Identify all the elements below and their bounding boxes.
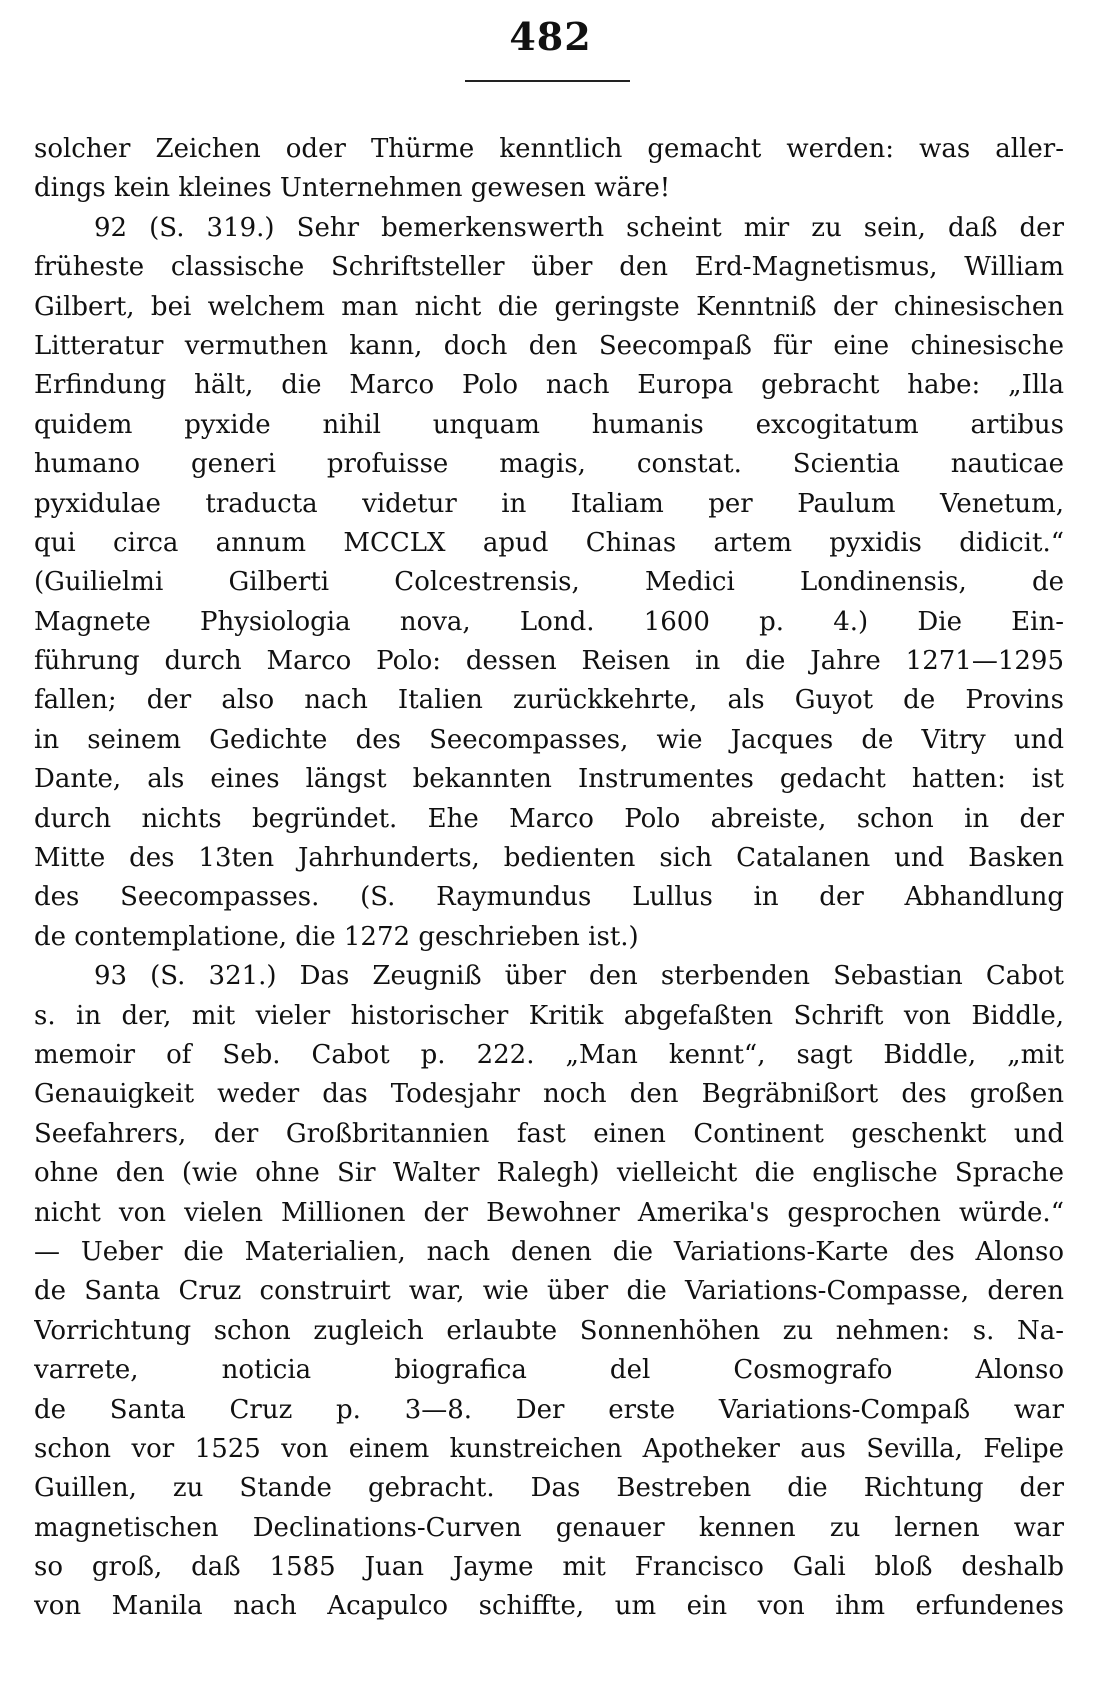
text-line: früheste classische Schriftsteller über den Erd-Magnetismus, William	[34, 252, 1064, 283]
text-line: varrete, noticia biografica del Cosmografo Alonso	[34, 1355, 1064, 1386]
text-line: humano generi profuisse magis, constat. Scientia nauticae	[34, 449, 1064, 480]
text-line: 92 (S. 319.) Sehr bemerkenswerth scheint mir zu sein, daß der	[94, 212, 1064, 243]
text-line: Gilbert, bei welchem man nicht die geringste Kenntniß der chinesischen	[34, 291, 1064, 322]
text-line: Magnete Physiologia nova, Lond. 1600 p. 4.) Die Ein-	[34, 606, 1064, 637]
text-line: führung durch Marco Polo: dessen Reisen in die Jahre 1271—1295	[34, 646, 1064, 677]
text-line: qui circa annum MCCLX apud Chinas artem pyxidis didicit.“	[34, 527, 1064, 558]
text-line: in seinem Gedichte des Seecompasses, wie Jacques de Vitry und	[34, 724, 1064, 755]
header-rule	[465, 80, 630, 82]
text-line: (Guilielmi Gilberti Colcestrensis, Medici Londinensis, de	[34, 567, 1064, 598]
text-line: nicht von vielen Millionen der Bewohner Amerika's gesprochen würde.“	[34, 1197, 1064, 1228]
text-line: Mitte des 13ten Jahrhunderts, bedienten sich Catalanen und Basken	[34, 843, 1064, 874]
text-line: quidem pyxide nihil unquam humanis excogitatum artibus	[34, 409, 1064, 440]
text-line: Vorrichtung schon zugleich erlaubte Sonnenhöhen zu nehmen: s. Na-	[34, 1315, 1064, 1346]
text-line: fallen; der also nach Italien zurückkehrte, als Guyot de Provins	[34, 685, 1064, 716]
text-line: de Santa Cruz p. 3—8. Der erste Variations-Compaß war	[34, 1394, 1064, 1425]
text-line: de contemplatione, die 1272 geschrieben ist.)	[34, 921, 639, 952]
text-line: 93 (S. 321.) Das Zeugniß über den sterbenden Sebastian Cabot	[94, 961, 1064, 992]
text-line: von Manila nach Acapulco schiffte, um ein von ihm erfundenes	[34, 1591, 1064, 1622]
text-line: memoir of Seb. Cabot p. 222. „Man kennt“, sagt Biddle, „mit	[34, 1039, 1064, 1070]
text-line: magnetischen Declinations-Curven genauer kennen zu lernen war	[34, 1512, 1064, 1543]
page-number: 482	[509, 14, 592, 59]
text-line: Guillen, zu Stande gebracht. Das Bestreben die Richtung der	[34, 1473, 1064, 1504]
text-line: — Ueber die Materialien, nach denen die Variations-Karte des Alonso	[34, 1236, 1064, 1267]
text-line: des Seecompasses. (S. Raymundus Lullus in der Abhandlung	[34, 882, 1064, 913]
text-line: Dante, als eines längst bekannten Instrumentes gedacht hatten: ist	[34, 764, 1064, 795]
text-line: Seefahrers, der Großbritannien fast einen Continent geschenkt und	[34, 1118, 1064, 1149]
text-line: solcher Zeichen oder Thürme kenntlich gemacht werden: was aller-	[34, 134, 1064, 164]
text-line: dings kein kleines Unternehmen gewesen wäre!	[34, 173, 671, 204]
text-line: s. in der, mit vieler historischer Kritik abgefaßten Schrift von Biddle,	[34, 1000, 1064, 1031]
body-text	[34, 130, 1064, 1627]
text-line: durch nichts begründet. Ehe Marco Polo abreiste, schon in der	[34, 803, 1064, 834]
text-line: de Santa Cruz construirt war, wie über die Variations-Compasse, deren	[34, 1276, 1064, 1307]
text-line: Genauigkeit weder das Todesjahr noch den Begräbnißort des großen	[34, 1079, 1064, 1110]
text-line: Litteratur vermuthen kann, doch den Seecompaß für eine chinesische	[34, 330, 1064, 361]
text-line: pyxidulae traducta videtur in Italiam per Paulum Venetum,	[34, 488, 1064, 519]
text-line: so groß, daß 1585 Juan Jayme mit Francisco Gali bloß deshalb	[34, 1552, 1064, 1583]
text-line: ohne den (wie ohne Sir Walter Ralegh) vielleicht die englische Sprache	[34, 1158, 1064, 1189]
text-line: schon vor 1525 von einem kunstreichen Apotheker aus Sevilla, Felipe	[34, 1433, 1064, 1464]
text-line: Erfindung hält, die Marco Polo nach Europa gebracht habe: „Illa	[34, 370, 1064, 401]
